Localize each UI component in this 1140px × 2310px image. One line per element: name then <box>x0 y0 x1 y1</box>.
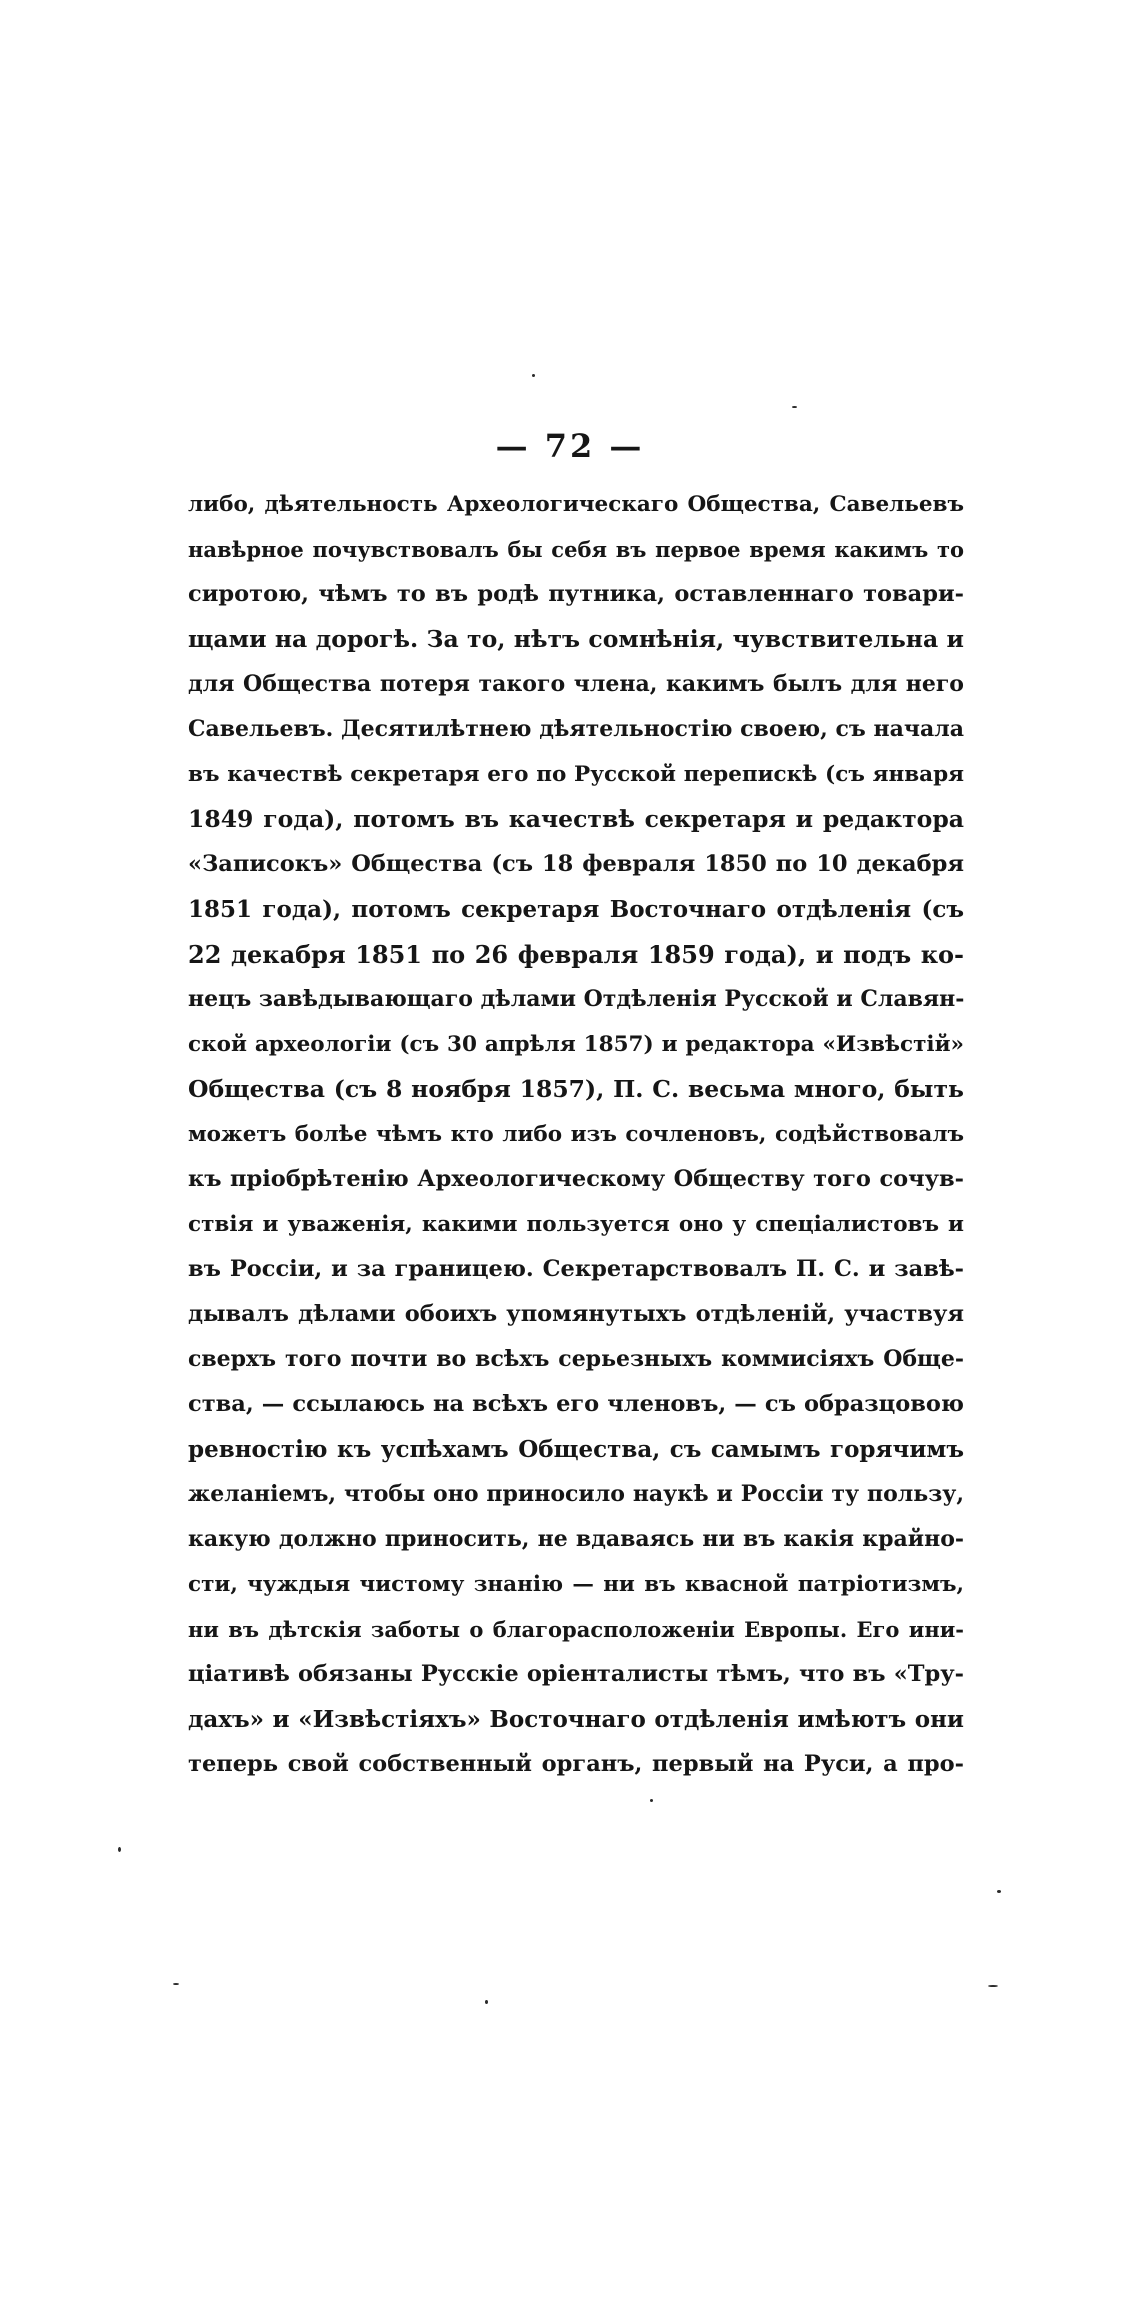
scan-speck <box>650 1799 653 1802</box>
text-line-15: можетъ болѣе чѣмъ кто либо изъ сочленовъ, содѣйствовалъ <box>188 1122 964 1147</box>
text-line-14: Общества (съ 8 ноября 1857), П. С. весьма много, быть <box>188 1075 964 1103</box>
text-line-19: дывалъ дѣлами обоихъ упомянутыхъ отдѣленій, участвуя <box>188 1301 964 1327</box>
scan-speck <box>988 1985 998 1987</box>
scan-speck <box>485 2000 488 2004</box>
text-line-8: 1849 года), потомъ въ качествѣ секретаря и редактора <box>188 805 964 833</box>
scan-speck <box>997 1890 1001 1893</box>
text-line-1: либо, дѣятельность Археологическаго Общества, Савельевъ <box>188 492 964 517</box>
text-line-24: какую должно приносить, не вдаваясь ни въ какія крайно- <box>188 1526 964 1552</box>
text-line-20: сверхъ того почти во всѣхъ серьезныхъ коммисіяхъ Обще- <box>188 1346 964 1372</box>
text-line-10: 1851 года), потомъ секретаря Восточнаго отдѣленія (съ <box>188 896 964 923</box>
text-line-9: «Записокъ» Общества (съ 18 февраля 1850 по 10 декабря <box>188 851 964 877</box>
text-line-18: въ Россіи, и за границею. Секретарствовалъ П. С. и завѣ- <box>188 1256 964 1282</box>
text-line-3: сиротою, чѣмъ то въ родѣ путника, оставленнаго товари- <box>188 581 964 607</box>
text-line-12: нецъ завѣдывающаго дѣлами Отдѣленія Русской и Славян- <box>188 986 964 1012</box>
text-line-25: сти, чуждыя чистому знанію — ни въ квасной патріотизмъ, <box>188 1572 964 1597</box>
text-line-23: желаніемъ, чтобы оно приносило наукѣ и Россіи ту пользу, <box>188 1481 964 1507</box>
text-line-16: къ пріобрѣтенію Археологическому Обществу того сочув- <box>188 1166 964 1192</box>
text-line-4: щами на дорогѣ. За то, нѣтъ сомнѣнія, чувствительна и <box>188 625 964 653</box>
text-line-21: ства, — ссылаюсь на всѣхъ его членовъ, — съ образцовою <box>188 1391 964 1417</box>
text-line-26: ни въ дѣтскія заботы о благорасположеніи Европы. Его ини- <box>188 1617 964 1642</box>
scan-speck <box>118 1847 121 1852</box>
text-line-29: теперь свой собственный органъ, первый на Руси, а про- <box>188 1751 964 1777</box>
scan-speck <box>532 374 535 377</box>
body-text <box>188 482 964 1787</box>
text-line-6: Савельевъ. Десятилѣтнею дѣятельностію своею, съ начала <box>188 716 964 742</box>
scan-speck <box>173 1983 179 1985</box>
text-line-11: 22 декабря 1851 по 26 февраля 1859 года), и подъ ко- <box>188 940 964 969</box>
scan-speck <box>792 406 797 408</box>
text-line-7: въ качествѣ секретаря его по Русской перепискѣ (съ января <box>188 762 964 787</box>
text-line-27: ціативѣ обязаны Русскіе оріенталисты тѣмъ, что въ «Тру- <box>188 1661 964 1687</box>
text-line-17: ствія и уваженія, какими пользуется оно у спеціалистовъ и <box>188 1212 964 1237</box>
text-line-22: ревностію къ успѣхамъ Общества, съ самымъ горячимъ <box>188 1436 964 1463</box>
text-line-5: для Общества потеря такого члена, какимъ былъ для него <box>188 671 964 697</box>
text-line-13: ской археологіи (съ 30 апрѣля 1857) и редактора «Извѣстій» <box>188 1032 964 1057</box>
text-line-28: дахъ» и «Извѣстіяхъ» Восточнаго отдѣленія имѣютъ они <box>188 1706 964 1733</box>
text-line-2: навѣрное почувствовалъ бы себя въ первое время какимъ то <box>188 537 964 562</box>
page-number: — 72 — <box>495 427 645 465</box>
